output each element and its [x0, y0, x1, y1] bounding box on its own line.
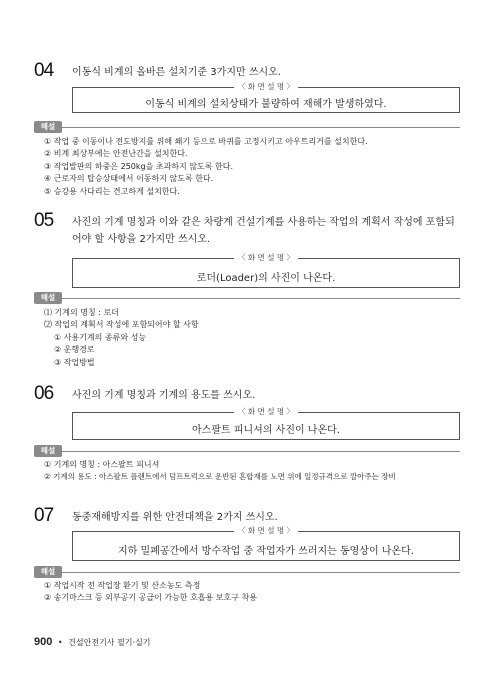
question-text: 동중재해방지를 위한 안전대책을 2가지 쓰시오.	[72, 512, 278, 523]
answer-list	[44, 136, 460, 198]
answer-line: ② 기계의 용도 : 아스팔트 플랜트에서 덤프트럭으로 운반된 혼합재를 노면 위에 일정규격으로 깔아주는 장비	[44, 472, 396, 482]
answer-list	[44, 307, 460, 369]
answer-line: ⑴ 기계의 명칭 : 로더	[44, 308, 119, 317]
answer-tag: 해설	[34, 445, 62, 457]
answer-line: ⑵ 작업의 계획서 작성에 포함되어야 할 사항	[44, 320, 199, 330]
answer-line: ③ 작업발판의 하중은 250kg을 초과하지 않도록 한다.	[44, 161, 234, 171]
question-06	[34, 383, 460, 438]
question-07	[34, 505, 460, 560]
answer-list	[44, 580, 460, 605]
answer-06	[34, 445, 460, 485]
answer-line: ⑤ 승강용 사다리는 견고하게 설치한다.	[44, 186, 180, 196]
answer-05	[34, 292, 460, 372]
answer-divider	[62, 127, 460, 128]
answer-tag: 해설	[34, 121, 62, 133]
question-number: 04	[34, 60, 54, 81]
answer-divider	[62, 572, 460, 573]
answer-line: ② 송기마스크 등 외부공기 공급이 가능한 호흡용 보호구 착용	[44, 593, 257, 603]
question-number: 05	[34, 210, 54, 231]
answer-divider	[62, 451, 460, 452]
answer-divider	[62, 298, 460, 299]
page-footer	[34, 636, 151, 648]
screen-description-label: 〈 화 면 설 명 〉	[234, 525, 298, 536]
screen-description-text: 지하 밀폐공간에서 방수작업 중 작업자가 쓰러지는 동영상이 나온다.	[118, 546, 414, 557]
screen-description-label: 〈 화 면 설 명 〉	[234, 252, 298, 263]
footer-separator: •	[57, 638, 63, 647]
question-text: 사진의 기계 명칭과 기계의 용도를 쓰시오.	[72, 390, 256, 401]
screen-description-text: 로더(Loader)의 사진이 나온다.	[196, 273, 336, 284]
answer-07	[34, 566, 460, 606]
answer-line: ① 작업 중 이동이나 전도방지를 위해 쐐기 등으로 바퀴를 고정시키고 아우트리거를 설치한다.	[44, 137, 368, 146]
screen-description-box	[72, 407, 460, 440]
answer-line: ① 기계의 명칭 : 아스팔트 피니셔	[44, 460, 160, 469]
answer-line: ② 비계 최상부에는 안전난간을 설치한다.	[44, 149, 188, 159]
answer-tag: 해설	[34, 566, 62, 578]
question-number: 06	[34, 383, 54, 404]
screen-description-box	[72, 526, 460, 561]
book-title: 건설안전기사 필기·실기	[68, 638, 151, 647]
question-number: 07	[34, 505, 54, 526]
answer-subline: ① 사용기계의 종류와 성능	[54, 332, 147, 342]
answer-line: ① 작업시작 전 작업장 환기 및 산소농도 측정	[44, 581, 201, 590]
question-text: 사진의 기계 명칭과 이와 같은 차량계 건설기계를 사용하는 작업의 계획서 작성에 포함되어야 할 사항을 2가지만 쓰시오.	[72, 217, 455, 245]
question-04	[34, 60, 460, 120]
screen-description-label: 〈 화 면 설 명 〉	[234, 81, 298, 92]
screen-description-text: 이동식 비계의 설치상태가 불량하여 재해가 발생하였다.	[145, 99, 387, 110]
screen-description-label: 〈 화 면 설 명 〉	[234, 406, 298, 417]
page-number: 900	[34, 636, 53, 648]
answer-list	[44, 459, 460, 484]
answer-line: ④ 근로자의 탑승상태에서 이동하지 않도록 한다.	[44, 174, 214, 184]
question-05	[34, 210, 460, 285]
screen-description-box	[72, 82, 460, 113]
screen-description-text: 아스팔트 피니셔의 사진이 나온다.	[192, 425, 340, 436]
screen-description-box	[72, 253, 460, 288]
answer-subline: ③ 작업방법	[54, 357, 95, 367]
answer-subline: ② 운행경로	[54, 345, 95, 355]
answer-04	[34, 121, 460, 201]
question-text: 이동식 비계의 올바른 설치기준 3가지만 쓰시오.	[72, 67, 281, 78]
answer-tag: 해설	[34, 292, 62, 304]
